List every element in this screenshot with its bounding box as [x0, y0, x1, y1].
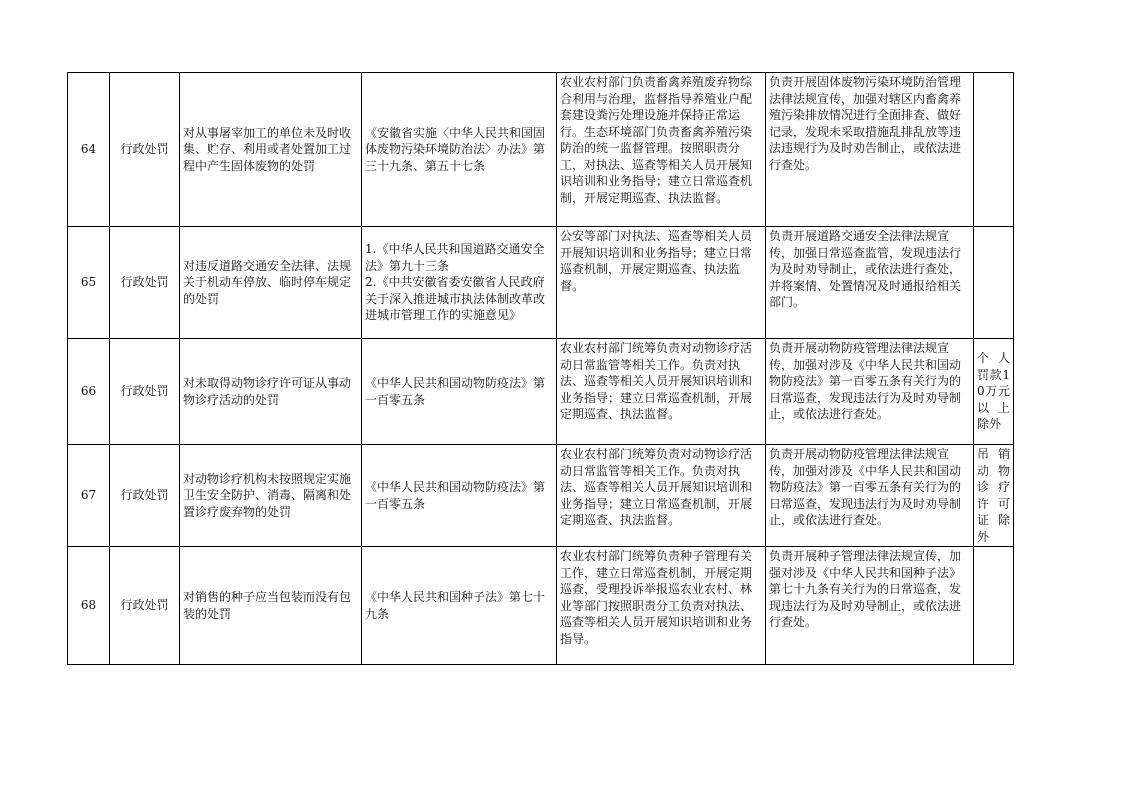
row-number: 65 — [68, 227, 110, 339]
township-duty: 负责开展动物防疫管理法律法规宣传，加强对涉及《中华人民共和国动物防疫法》第一百零五条有关行为的日常巡查，发现违法行为及时劝导制止，或依法进行查处。 — [766, 339, 974, 445]
enforcement-items-table — [67, 72, 1014, 665]
penalty-item: 对动物诊疗机构未按照规定实施卫生安全防护、消毒、隔离和处置诊疗废弃物的处罚 — [180, 445, 362, 547]
penalty-item: 对违反道路交通安全法律、法规关于机动车停放、临时停车规定的处罚 — [180, 227, 362, 339]
township-duty: 负责开展道路交通安全法律法规宣传，加强日常巡查监管，发现违法行为及时劝导制止，或依法进行查处，并将案情、处置情况及时通报给相关部门。 — [766, 227, 974, 339]
penalty-type: 行政处罚 — [110, 445, 180, 547]
legal-basis-line: 1.《中华人民共和国道路交通安全法》第九十三条 — [365, 242, 545, 273]
table-row — [68, 227, 1014, 339]
department-responsibility: 农业农村部门统筹负责对动物诊疗活动日常监管等相关工作。负责对执法、巡查等相关人员开展知识培训和业务指导；建立日常巡查机制，开展定期巡查、执法监督。 — [557, 339, 766, 445]
legal-basis-line: 《中华人民共和国动物防疫法》第一百零五条 — [365, 376, 546, 407]
remark — [974, 227, 1014, 339]
row-number: 68 — [68, 547, 110, 665]
department-responsibility: 农业农村部门统筹负责对动物诊疗活动日常监管等相关工作。负责对执法、巡查等相关人员开展知识培训和业务指导；建立日常巡查机制，开展定期巡查、执法监督。 — [557, 445, 766, 547]
penalty-item: 对未取得动物诊疗许可证从事动物诊疗活动的处罚 — [180, 339, 362, 445]
table-row — [68, 445, 1014, 547]
penalty-type: 行政处罚 — [110, 339, 180, 445]
remark: 个人罚款10万元以上除外 — [974, 339, 1014, 445]
legal-basis — [362, 339, 557, 445]
remark — [974, 547, 1014, 665]
township-duty: 负责开展种子管理法律法规宣传，加强对涉及《中华人民共和国种子法》第七十九条有关行为的日常巡查，发现违法行为及时劝导制止，或依法进行查处。 — [766, 547, 974, 665]
table-row — [68, 73, 1014, 227]
legal-basis-line: 2.《中共安徽省委安徽省人民政府关于深入推进城市执法体制改革改进城市管理工作的实施意见》 — [365, 275, 546, 323]
row-number: 67 — [68, 445, 110, 547]
legal-basis — [362, 547, 557, 665]
penalty-type: 行政处罚 — [110, 73, 180, 227]
penalty-type: 行政处罚 — [110, 227, 180, 339]
legal-basis-line: 《中华人民共和国动物防疫法》第一百零五条 — [365, 480, 546, 511]
legal-basis — [362, 73, 557, 227]
table-row — [68, 339, 1014, 445]
remark: 吊销动物诊疗许可证除外 — [974, 445, 1014, 547]
row-number: 64 — [68, 73, 110, 227]
legal-basis-line: 《中华人民共和国种子法》第七十九条 — [365, 590, 546, 621]
legal-basis — [362, 227, 557, 339]
penalty-type: 行政处罚 — [110, 547, 180, 665]
department-responsibility: 农业农村部门统筹负责种子管理有关工作，建立日常巡查机制，开展定期巡查，受理投诉举报巡农业农村、林业等部门按照职责分工负责对执法、巡查等相关人员开展知识培训和业务指导。 — [557, 547, 766, 665]
row-number: 66 — [68, 339, 110, 445]
township-duty: 负责开展固体废物污染环境防治管理法律法规宣传，加强对辖区内畜禽养殖污染排放情况进行全面排查、做好记录，发现未采取措施乱排乱放等违法违规行为及时劝告制止，或依法进行查处。 — [766, 73, 974, 227]
legal-basis — [362, 445, 557, 547]
penalty-item: 对销售的种子应当包装而没有包装的处罚 — [180, 547, 362, 665]
penalty-item: 对从事屠宰加工的单位未及时收集、贮存、利用或者处置加工过程中产生固体废物的处罚 — [180, 73, 362, 227]
department-responsibility: 公安等部门对执法、巡查等相关人员开展知识培训和业务指导；建立日常巡查机制，开展定期巡查、执法监督。 — [557, 227, 766, 339]
table-row — [68, 547, 1014, 665]
legal-basis-line: 《安徽省实施〈中华人民共和国固体废物污染环境防治法〉办法》第三十九条、第五十七条 — [365, 125, 546, 173]
table-body — [68, 73, 1014, 665]
department-responsibility: 农业农村部门负责畜禽养殖废弃物综合利用与治理，监督指导养殖业户配套建设粪污处理设施并保持正常运行。生态环境部门负责畜禽养殖污染防治的统一监督管理。按照职责分工，对执法、巡查等相关人员开展知识培训和业务指导；建立日常巡查机制，开展定期巡查、执法监督。 — [557, 73, 766, 227]
township-duty: 负责开展动物防疫管理法律法规宣传，加强对涉及《中华人民共和国动物防疫法》第一百零五条有关行为的日常巡查，发现违法行为及时劝导制止，或依法进行查处。 — [766, 445, 974, 547]
remark — [974, 73, 1014, 227]
